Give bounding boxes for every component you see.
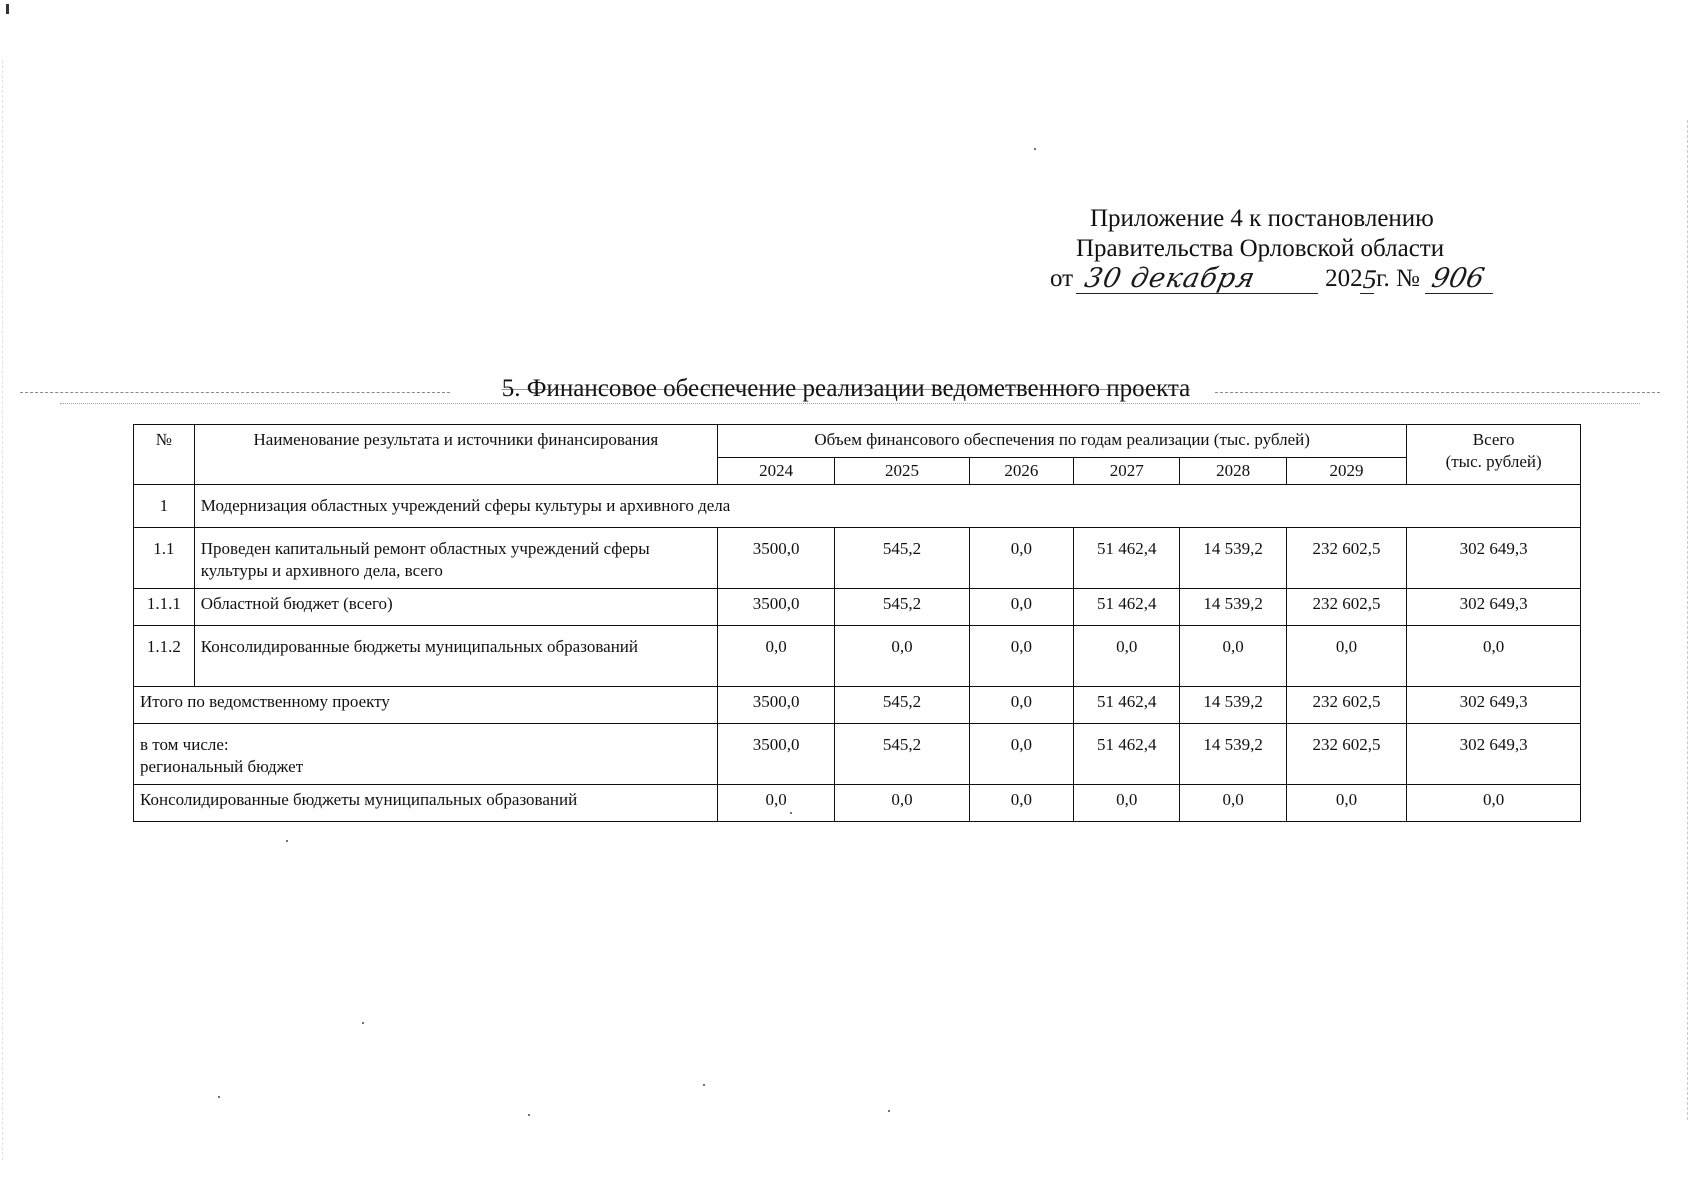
scan-edge-left bbox=[2, 60, 4, 1160]
approval-prefix: от bbox=[1050, 265, 1074, 292]
scan-noise-line bbox=[60, 403, 1640, 404]
scan-speck bbox=[703, 1084, 705, 1086]
cell-value: 232 602,5 bbox=[1286, 528, 1406, 589]
cell-value: 0,0 bbox=[1286, 785, 1406, 822]
cell-value: 0,0 bbox=[718, 626, 835, 687]
scan-speck bbox=[888, 1110, 890, 1112]
cell-no: 1.1.2 bbox=[134, 626, 195, 687]
scan-speck bbox=[528, 1114, 530, 1116]
scan-dashes-left bbox=[20, 392, 450, 393]
scan-speck bbox=[218, 1096, 220, 1098]
table-row-summary bbox=[134, 687, 1581, 724]
cell-value: 232 602,5 bbox=[1286, 589, 1406, 626]
cell-section-name: Модернизация областных учреждений сферы культуры и архивного дела bbox=[194, 485, 1580, 528]
cell-summary-name bbox=[134, 724, 718, 785]
cell-total: 0,0 bbox=[1407, 626, 1581, 687]
header-year: 2024 bbox=[718, 458, 835, 485]
approval-line-3 bbox=[1050, 264, 1510, 294]
header-year: 2028 bbox=[1180, 458, 1286, 485]
approval-line-1: Приложение 4 к постановлению bbox=[1090, 205, 1434, 232]
scan-speck bbox=[1034, 148, 1036, 150]
cell-no: 1.1 bbox=[134, 528, 195, 589]
approval-block bbox=[1050, 204, 1510, 294]
cell-value: 545,2 bbox=[835, 724, 970, 785]
cell-value: 0,0 bbox=[969, 528, 1073, 589]
cell-value: 0,0 bbox=[835, 785, 970, 822]
cell-value: 0,0 bbox=[835, 626, 970, 687]
cell-value: 51 462,4 bbox=[1074, 724, 1180, 785]
cell-value: 0,0 bbox=[1074, 785, 1180, 822]
cell-no: 1.1.1 bbox=[134, 589, 195, 626]
cell-value: 51 462,4 bbox=[1074, 687, 1180, 724]
cell-value: 0,0 bbox=[1180, 626, 1286, 687]
header-row bbox=[134, 425, 1581, 458]
header-year: 2027 bbox=[1074, 458, 1180, 485]
section-title: 5. Финансовое обеспечение реализации ведометвенного проекта bbox=[501, 375, 1191, 402]
cell-value: 3500,0 bbox=[718, 528, 835, 589]
cell-value: 0,0 bbox=[969, 589, 1073, 626]
approval-year-prefix: 202 bbox=[1325, 265, 1363, 292]
cell-total: 302 649,3 bbox=[1407, 687, 1581, 724]
cell-value: 51 462,4 bbox=[1074, 528, 1180, 589]
cell-summary-name-line2: региональный бюджет bbox=[140, 757, 304, 776]
header-year: 2026 bbox=[969, 458, 1073, 485]
cell-total: 0,0 bbox=[1407, 785, 1581, 822]
cell-value: 14 539,2 bbox=[1180, 528, 1286, 589]
cell-summary-name: Итого по ведомственному проекту bbox=[134, 687, 718, 724]
approval-line-2: Правительства Орловской области bbox=[1076, 235, 1445, 262]
handwritten-year-digit: 5 bbox=[1359, 264, 1380, 294]
header-name: Наименование результата и источники финансирования bbox=[194, 425, 717, 485]
cell-value: 14 539,2 bbox=[1180, 724, 1286, 785]
header-no: № bbox=[134, 425, 195, 485]
header-year: 2029 bbox=[1286, 458, 1406, 485]
cell-name: Проведен капитальный ремонт областных учреждений сферы культуры и архивного дела, всего bbox=[194, 528, 717, 589]
table-row bbox=[134, 589, 1581, 626]
table-row-summary bbox=[134, 724, 1581, 785]
cell-value: 0,0 bbox=[969, 687, 1073, 724]
section-title-row bbox=[0, 374, 1692, 404]
cell-value: 0,0 bbox=[969, 626, 1073, 687]
handwritten-number: 906 bbox=[1425, 265, 1499, 294]
cell-value: 545,2 bbox=[835, 687, 970, 724]
cell-value: 51 462,4 bbox=[1074, 589, 1180, 626]
cell-value: 545,2 bbox=[835, 528, 970, 589]
scan-speck bbox=[790, 812, 792, 814]
cell-value: 232 602,5 bbox=[1286, 724, 1406, 785]
header-total-line1: Всего bbox=[1472, 430, 1515, 449]
header-total-line2: (тыс. рублей) bbox=[1445, 452, 1542, 471]
cell-value: 14 539,2 bbox=[1180, 687, 1286, 724]
handwritten-date: 30 декабря bbox=[1076, 265, 1324, 294]
header-volume: Объем финансового обеспечения по годам реализации (тыс. рублей) bbox=[718, 425, 1407, 458]
cell-name: Консолидированные бюджеты муниципальных образований bbox=[194, 626, 717, 687]
cell-total: 302 649,3 bbox=[1407, 724, 1581, 785]
cell-name: Областной бюджет (всего) bbox=[194, 589, 717, 626]
cell-value: 0,0 bbox=[969, 785, 1073, 822]
cell-value: 232 602,5 bbox=[1286, 687, 1406, 724]
cell-value: 0,0 bbox=[1074, 626, 1180, 687]
cell-value: 3500,0 bbox=[718, 724, 835, 785]
header-total bbox=[1407, 425, 1581, 485]
scan-speck bbox=[362, 1022, 364, 1024]
cell-no: 1 bbox=[134, 485, 195, 528]
scan-mark bbox=[6, 4, 9, 14]
cell-value: 0,0 bbox=[1180, 785, 1286, 822]
table-row bbox=[134, 528, 1581, 589]
header-year: 2025 bbox=[835, 458, 970, 485]
cell-value: 3500,0 bbox=[718, 589, 835, 626]
cell-value: 14 539,2 bbox=[1180, 589, 1286, 626]
cell-value: 0,0 bbox=[1286, 626, 1406, 687]
scan-edge-right bbox=[1685, 120, 1688, 1120]
cell-total: 302 649,3 bbox=[1407, 589, 1581, 626]
scan-speck bbox=[286, 840, 288, 842]
financing-table bbox=[133, 424, 1581, 822]
table-row-summary bbox=[134, 785, 1581, 822]
cell-value: 545,2 bbox=[835, 589, 970, 626]
scan-dashes-right bbox=[1215, 392, 1660, 393]
approval-year-suffix: г. № bbox=[1376, 265, 1420, 292]
cell-summary-name-line1: в том числе: bbox=[140, 735, 229, 754]
table-row bbox=[134, 626, 1581, 687]
table-row-section bbox=[134, 485, 1581, 528]
cell-value: 0,0 bbox=[718, 785, 835, 822]
cell-value: 3500,0 bbox=[718, 687, 835, 724]
cell-value: 0,0 bbox=[969, 724, 1073, 785]
cell-summary-name: Консолидированные бюджеты муниципальных образований bbox=[134, 785, 718, 822]
cell-total: 302 649,3 bbox=[1407, 528, 1581, 589]
